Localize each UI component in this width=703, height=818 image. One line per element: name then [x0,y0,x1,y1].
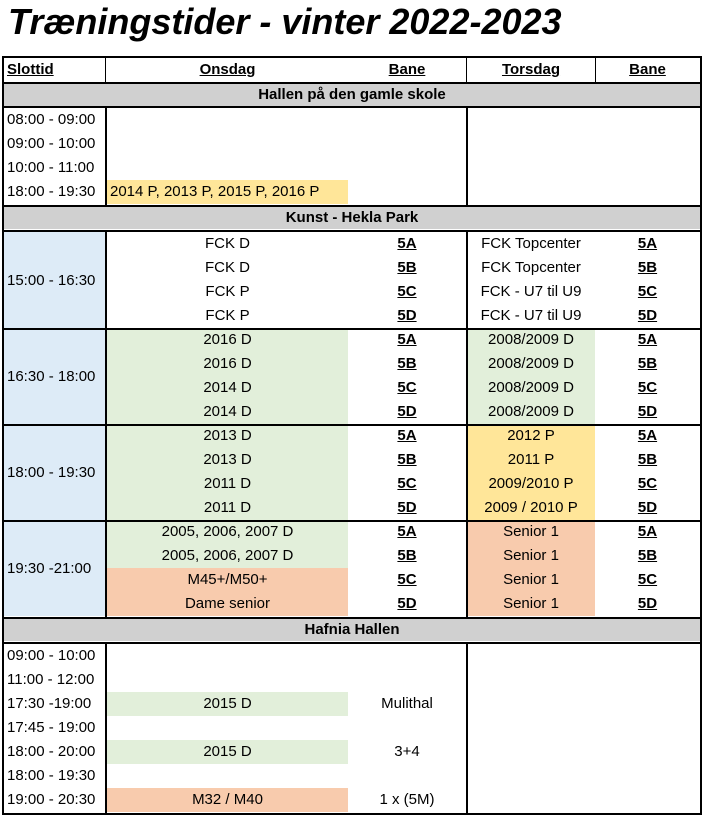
onsdag-team: 2016 D [107,328,348,352]
grid-line [2,813,702,815]
time-slot: 19:00 - 20:30 [7,791,96,808]
grid-line [105,56,106,82]
onsdag-team [107,716,348,740]
torsdag-team: 2009/2010 P [467,472,595,496]
onsdag-team: FCK D [205,235,250,252]
grid-line [2,617,702,619]
grid-line [2,230,702,232]
onsdag-bane: 5A [397,523,417,540]
onsdag-bane [348,644,466,668]
torsdag-team: FCK Topcenter [481,259,581,276]
grid-line [105,642,107,813]
onsdag-team [107,764,348,788]
torsdag-bane: 5B [637,451,658,468]
page-title: Træningstider - vinter 2022-2023 [8,1,562,42]
grid-line [700,56,702,815]
onsdag-team: 2016 D [107,352,348,376]
onsdag-team: 2015 D [107,740,348,764]
torsdag-team: Senior 1 [467,592,595,616]
grid-line [466,56,467,82]
onsdag-team: 2005, 2006, 2007 D [107,520,348,544]
onsdag-bane: 5A [397,427,417,444]
onsdag-bane: 1 x (5M) [379,791,435,808]
torsdag-bane: 5A [637,427,658,444]
onsdag-team: M45+/M50+ [107,568,348,592]
grid-line [2,328,702,330]
onsdag-bane: 5C [397,283,417,300]
grid-line [2,82,702,84]
grid-line [105,230,107,617]
onsdag-bane: 5B [397,355,417,372]
torsdag-team: 2008/2009 D [467,376,595,400]
onsdag-bane: 5C [397,475,417,492]
torsdag-bane: 5D [637,307,658,324]
torsdag-bane: 5A [637,331,658,348]
onsdag-team: M32 / M40 [107,788,348,812]
onsdag-team: 2013 D [107,448,348,472]
torsdag-bane: 5A [637,523,658,540]
onsdag-team: FCK P [205,283,250,300]
onsdag-bane: 5D [397,403,417,420]
time-slot: 09:00 - 10:00 [7,647,96,664]
onsdag-bane: 5C [397,571,417,588]
onsdag-team: 2011 D [107,472,348,496]
torsdag-bane: 5B [637,547,658,564]
grid-line [105,106,107,205]
onsdag-bane: 5D [397,595,417,612]
onsdag-team: 2014 D [107,376,348,400]
time-slot: 08:00 - 09:00 [7,111,96,128]
torsdag-bane: 5D [637,499,658,516]
torsdag-team: Senior 1 [467,544,595,568]
grid-line [466,230,468,617]
onsdag-bane [348,668,466,692]
torsdag-bane: 5C [637,571,658,588]
header-bane-onsdag: Bane [388,61,426,78]
onsdag-bane: 5D [397,307,417,324]
section-header: Kunst - Hekla Park [4,206,700,229]
onsdag-bane: 5B [397,451,417,468]
onsdag-team: FCK P [205,307,250,324]
torsdag-bane: 5D [637,403,658,420]
header-bane-torsdag: Bane [629,61,666,78]
grid-line [595,56,596,82]
time-slot: 18:00 - 20:00 [7,743,96,760]
time-slot: 15:00 - 16:30 [4,232,106,328]
torsdag-bane: 5B [637,259,658,276]
time-slot: 18:00 - 19:30 [7,767,96,784]
torsdag-team: Senior 1 [467,520,595,544]
time-slot: 17:30 -19:00 [7,695,92,712]
onsdag-bane: 3+4 [394,743,420,760]
onsdag-team [107,156,348,180]
torsdag-team: 2009 / 2010 P [467,496,595,520]
header-slottid: Slottid [7,61,54,78]
torsdag-bane: 5B [637,355,658,372]
onsdag-team [107,644,348,668]
onsdag-bane: 5B [397,259,417,276]
time-slot: 19:30 -21:00 [4,520,106,616]
section-header: Hafnia Hallen [4,618,700,641]
grid-line [2,106,702,108]
torsdag-team: FCK Topcenter [481,235,581,252]
torsdag-team: 2008/2009 D [467,400,595,424]
onsdag-team: 2013 D [107,424,348,448]
onsdag-bane: 5B [397,547,417,564]
grid-line [2,642,702,644]
onsdag-bane: 5A [397,235,417,252]
grid-line [2,520,702,522]
time-slot: 17:45 - 19:00 [7,719,96,736]
grid-line [2,424,702,426]
onsdag-team: 2014 P, 2013 P, 2015 P, 2016 P [107,180,348,204]
onsdag-team: 2011 D [107,496,348,520]
torsdag-team: Senior 1 [467,568,595,592]
grid-line [2,56,4,815]
torsdag-team: 2012 P [467,424,595,448]
onsdag-team: FCK D [205,259,250,276]
torsdag-bane: 5C [637,475,658,492]
onsdag-bane: Mulithal [381,695,433,712]
onsdag-bane: 5A [397,331,417,348]
onsdag-bane [348,764,466,788]
section-header: Hallen på den gamle skole [4,83,700,106]
onsdag-team [107,132,348,156]
onsdag-bane: 5D [397,499,417,516]
onsdag-team: 2005, 2006, 2007 D [107,544,348,568]
time-slot: 18:00 - 19:30 [4,424,106,520]
header-torsdag: Torsdag [501,61,561,78]
time-slot: 09:00 - 10:00 [7,135,96,152]
torsdag-team: FCK - U7 til U9 [480,307,582,324]
torsdag-team: 2008/2009 D [467,328,595,352]
time-slot: 10:00 - 11:00 [7,159,95,176]
time-slot: 11:00 - 12:00 [7,671,95,688]
time-slot: 16:30 - 18:00 [4,328,106,424]
onsdag-bane [348,716,466,740]
onsdag-bane: 5C [397,379,417,396]
torsdag-bane: 5D [637,595,658,612]
onsdag-team: Dame senior [107,592,348,616]
onsdag-team: 2014 D [107,400,348,424]
onsdag-team: 2015 D [107,692,348,716]
onsdag-team [107,668,348,692]
grid-line [466,106,468,205]
torsdag-team: 2008/2009 D [467,352,595,376]
torsdag-bane: 5A [637,235,658,252]
torsdag-bane: 5C [637,379,658,396]
grid-line [466,642,468,813]
time-slot: 18:00 - 19:30 [7,183,96,200]
grid-line [2,205,702,207]
torsdag-bane: 5C [637,283,658,300]
grid-line [2,56,702,58]
header-onsdag: Onsdag [199,61,256,78]
onsdag-team [107,108,348,132]
torsdag-team: 2011 P [467,448,595,472]
torsdag-team: FCK - U7 til U9 [480,283,582,300]
